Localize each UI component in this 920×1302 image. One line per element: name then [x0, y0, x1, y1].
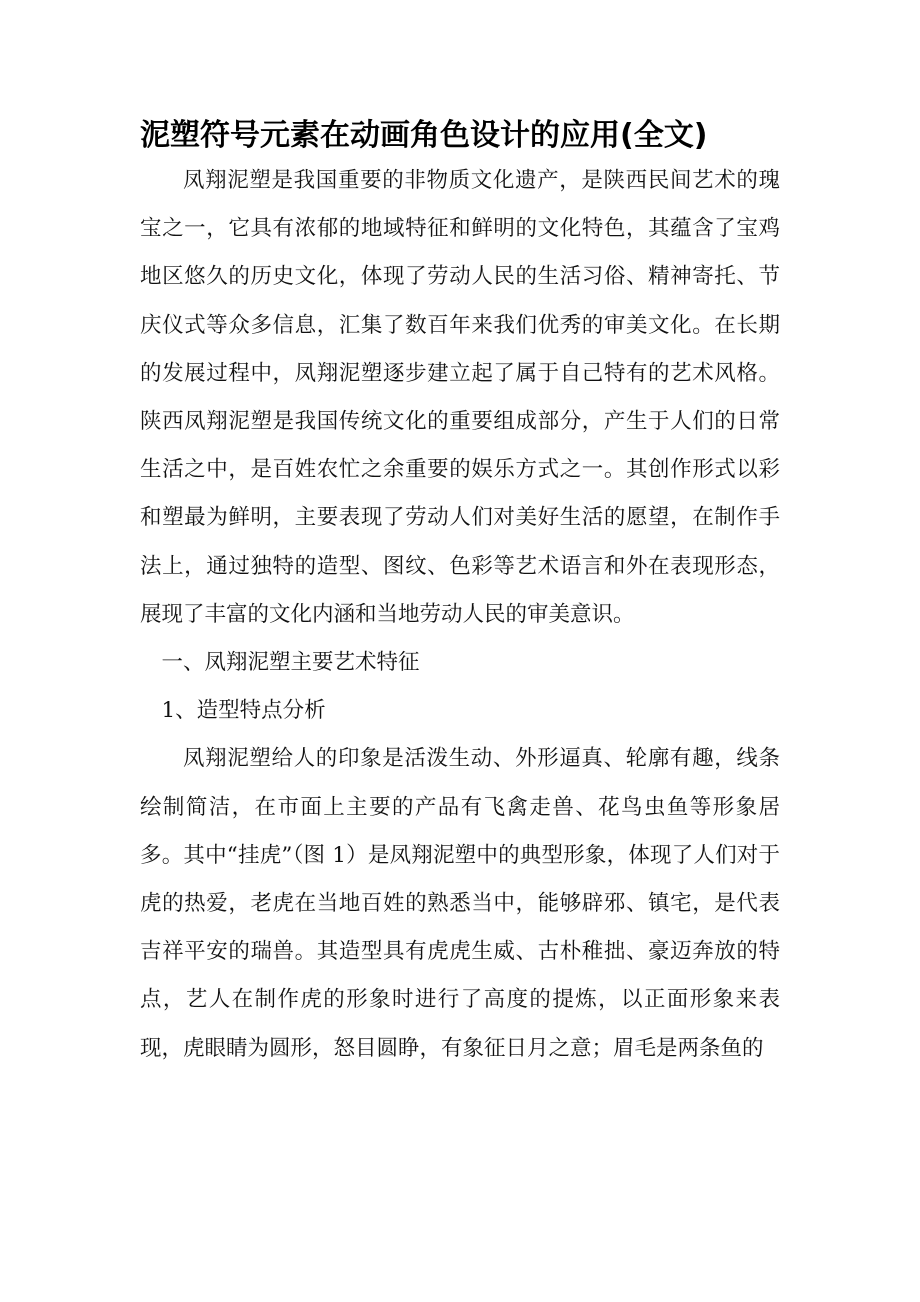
- document-body: [140, 157, 780, 1073]
- document-title: 泥塑符号元素在动画角色设计的应用(全文): [140, 118, 708, 153]
- intro-paragraph: 凤翔泥塑是我国重要的非物质文化遗产，是陕西民间艺术的瑰宝之一，它具有浓郁的地域特征和鲜明的文化特色，其蕴含了宝鸡地区悠久的历史文化，体现了劳动人民的生活习俗、精神寄托、节庆仪式等众多信息，汇集了数百年来我们优秀的审美文化。在长期的发展过程中，凤翔泥塑逐步建立起了属于自己特有的艺术风格。陕西凤翔泥塑是我国传统文化的重要组成部分，产生于人们的日常生活之中，是百姓农忙之余重要的娱乐方式之一。其创作形式以彩和塑最为鲜明，主要表现了劳动人们对美好生活的愿望，在制作手法上，通过独特的造型、图纹、色彩等艺术语言和外在表现形态，展现了丰富的文化内涵和当地劳动人民的审美意识。: [140, 168, 780, 627]
- subsection-heading: 1、造型特点分析: [161, 698, 326, 724]
- body-paragraph: 凤翔泥塑给人的印象是活泼生动、外形逼真、轮廓有趣，线条绘制简洁，在市面上主要的产品有飞禽走兽、花鸟虫鱼等形象居多。其中“挂虎”（图 1）是凤翔泥塑中的典型形象，体现了人们对于虎的热爱，老虎在当地百姓的熟悉当中，能够辟邪、镇宅，是代表吉祥平安的瑞兽。其造型具有虎虎生威、古朴稚拙、豪迈奔放的特点，艺人在制作虎的形象时进行了高度的提炼，以正面形象来表现，虎眼睛为圆形，怒目圆睁，有象征日月之意；眉毛是两条鱼的: [140, 746, 780, 1061]
- section-heading: 一、凤翔泥塑主要艺术特征: [161, 650, 420, 676]
